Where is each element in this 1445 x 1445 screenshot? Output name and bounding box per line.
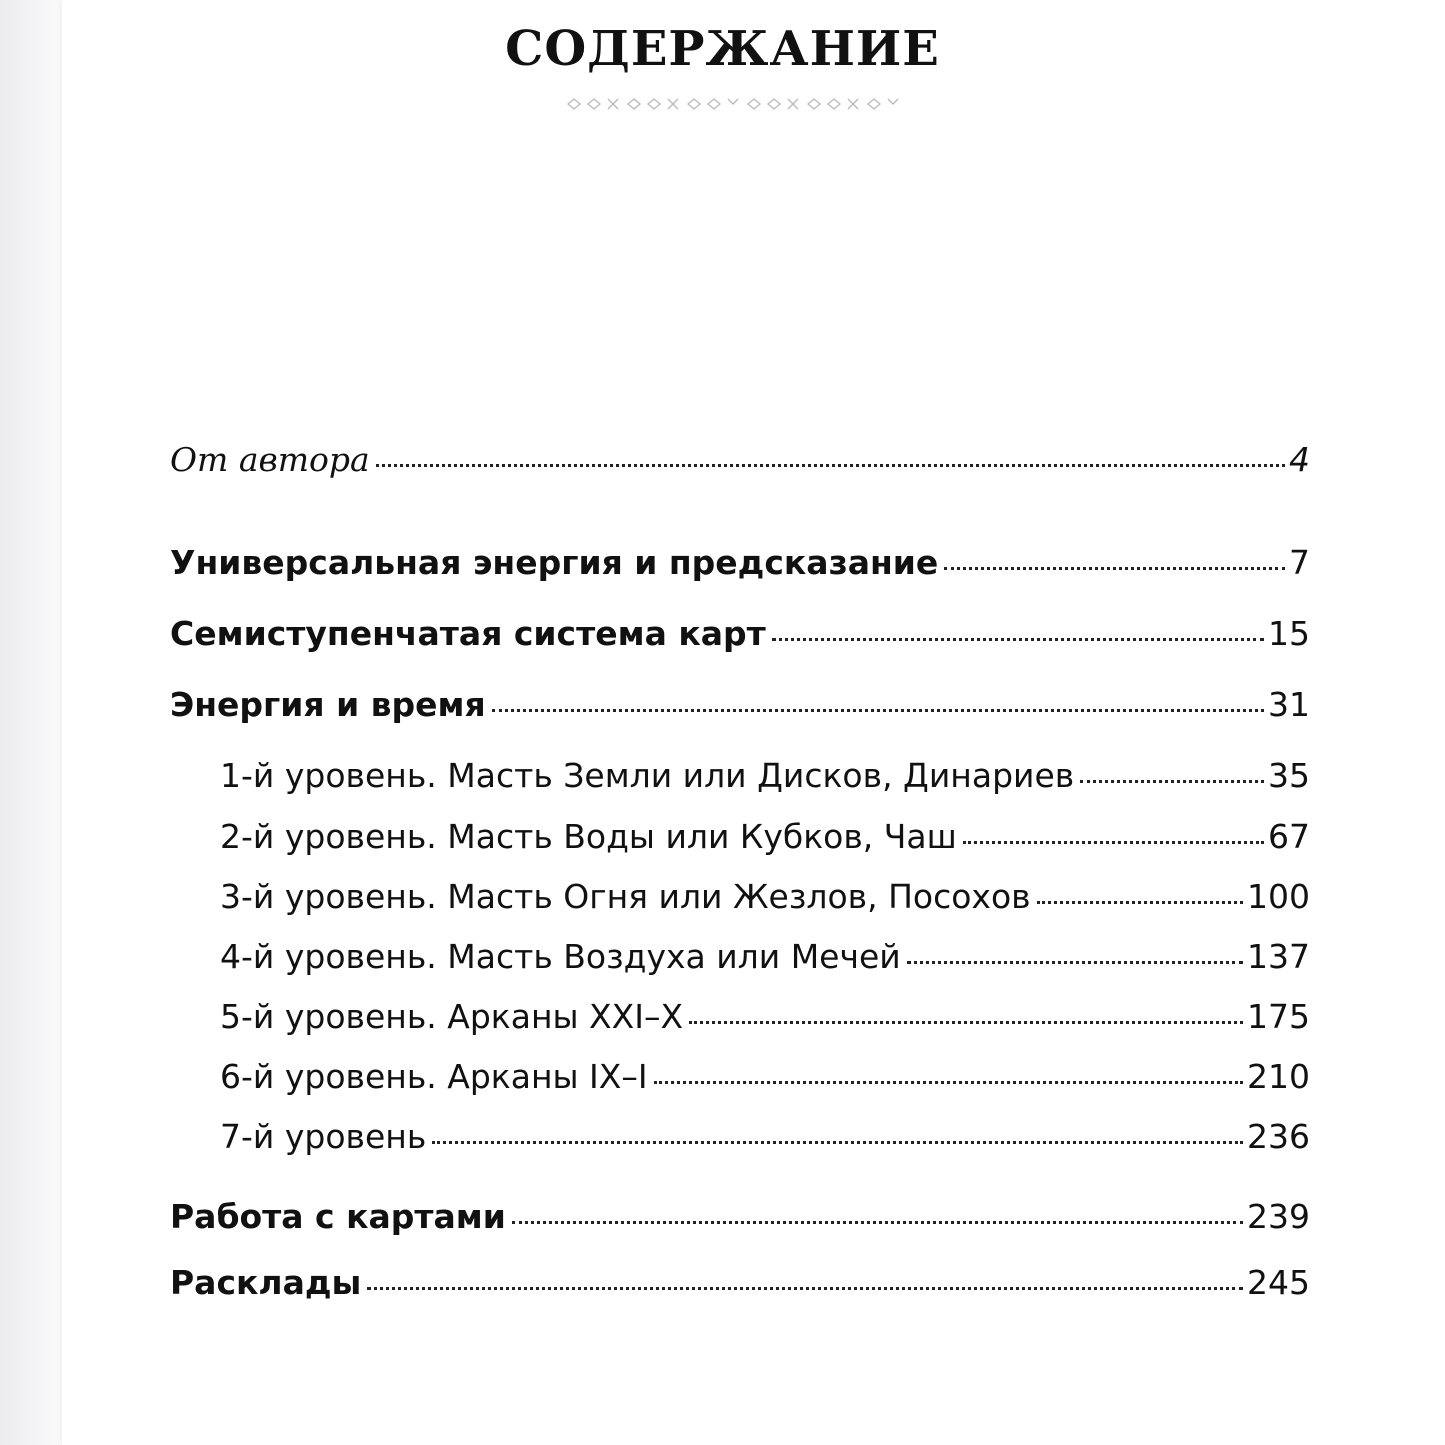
toc-page-number: 100 [1247,877,1310,916]
toc-page-number: 67 [1268,817,1310,856]
toc-page-number: 236 [1247,1117,1310,1156]
toc-entry-label: 1-й уровень. Масть Земли или Дисков, Динариев [220,756,1075,795]
toc-entry-chapter[interactable] [170,685,1310,729]
toc-entry-level[interactable] [220,1057,1310,1101]
toc-entry-level[interactable] [220,817,1310,861]
dot-leader [689,1021,1243,1024]
toc-page-number: 15 [1268,614,1310,653]
toc-entry-label: 2-й уровень. Масть Воды или Кубков, Чаш [220,817,957,856]
toc-entry-level[interactable] [220,756,1310,800]
toc-page-number: 31 [1268,685,1310,724]
toc-page-number: 35 [1268,756,1310,795]
toc-entry-label: Работа с картами [170,1197,506,1236]
toc-entry-label: Универсальная энергия и предсказание [170,543,939,582]
toc-entry-chapter[interactable] [170,543,1310,587]
toc-entry-level[interactable] [220,1117,1310,1161]
dot-leader [492,709,1264,712]
toc-entry-label: 6-й уровень. Арканы IX–I [220,1057,648,1096]
dot-leader [963,841,1264,844]
title-ornament [563,94,903,114]
toc-page-number: 245 [1247,1263,1310,1302]
toc-entry-label: Семиступенчатая система карт [170,614,766,653]
toc-entry-preface[interactable] [170,440,1310,484]
toc-entry-chapter[interactable] [170,614,1310,658]
toc-entry-level[interactable] [220,997,1310,1041]
toc-entry-label: От автора [170,440,370,479]
toc-entry-level[interactable] [220,877,1310,921]
dot-leader [367,1287,1243,1290]
toc-entry-label: Энергия и время [170,685,486,724]
toc-entry-label: Расклады [170,1263,362,1302]
toc-entry-chapter[interactable] [170,1263,1310,1307]
toc-entry-label: 7-й уровень [220,1117,427,1156]
toc-page-number: 239 [1247,1197,1310,1236]
dot-leader [376,464,1285,467]
toc-page-number: 210 [1247,1057,1310,1096]
toc-entry-label: 3-й уровень. Масть Огня или Жезлов, Посохов [220,877,1031,916]
toc-page-number: 175 [1247,997,1310,1036]
page-spine-shadow [0,0,62,1445]
toc-entry-label: 5-й уровень. Арканы XXI–X [220,997,684,1036]
dot-leader [772,638,1264,641]
toc-entry-level[interactable] [220,937,1310,981]
dot-leader [432,1141,1243,1144]
toc-entry-chapter[interactable] [170,1197,1310,1241]
dot-leader [944,567,1285,570]
dot-leader [1080,780,1264,783]
page-title: СОДЕРЖАНИЕ [505,21,940,77]
dot-leader [512,1221,1243,1224]
dot-leader [907,961,1243,964]
toc-page-number: 137 [1247,937,1310,976]
dot-leader [1037,901,1243,904]
toc-entry-label: 4-й уровень. Масть Воздуха или Мечей [220,937,901,976]
toc-page-number: 7 [1289,543,1310,582]
toc-page-number: 4 [1289,440,1310,479]
dot-leader [654,1081,1243,1084]
